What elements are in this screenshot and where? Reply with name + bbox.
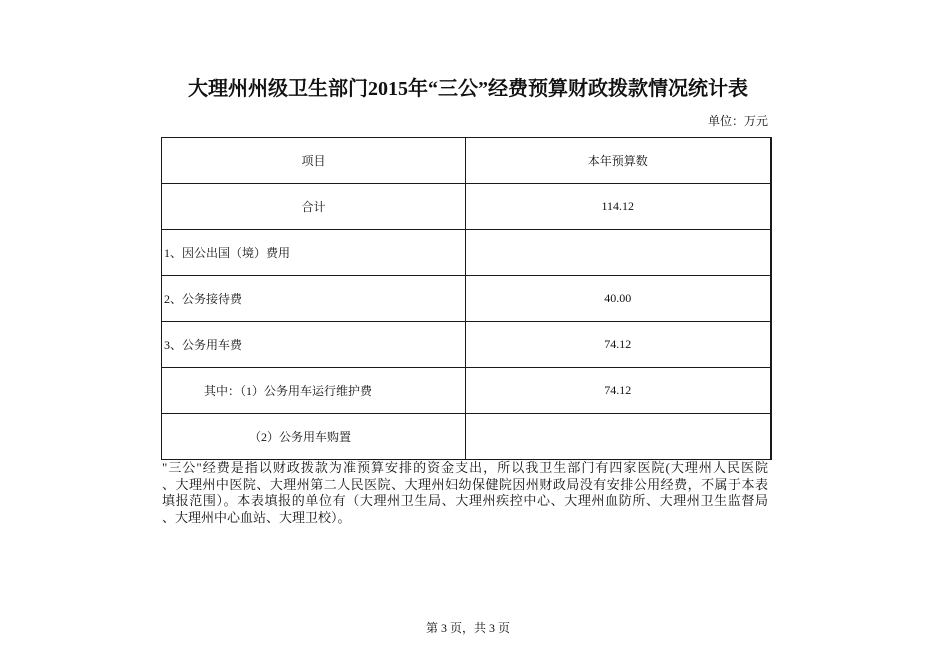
table-row-overseas [162,230,771,276]
row-item-vehicle-purchase: （2）公务用车购置 [162,414,466,460]
footnote-line: 、大理州中医院、大理州第二人民医院、大理州妇幼保健院因州财政局没有安排公用经费，不属于本表 [162,476,768,492]
header-item: 项目 [162,138,466,184]
row-item-vehicle: 3、公务用车费 [162,322,466,368]
table-row-reception [162,276,771,322]
footnote-line: "三公"经费是指以财政拨款为准预算安排的资金支出，所以我卫生部门有四家医院(大理州人民医院 [162,460,768,475]
row-item-reception: 2、公务接待费 [162,276,466,322]
row-item-overseas: 1、因公出国（境）费用 [162,230,466,276]
footnote [162,460,768,526]
row-item-vehicle-maintenance: 其中：（1）公务用车运行维护费 [162,368,466,414]
budget-table [161,137,772,460]
table-header-row [162,138,771,184]
row-value-vehicle-purchase [466,414,771,460]
footnote-line: 填报范围）。本表填报的单位有（大理州卫生局、大理州疾控中心、大理州血防所、大理州卫生监督局 [162,493,768,508]
row-value-overseas [466,230,771,276]
page-title: 大理州州级卫生部门2015年“三公”经费预算财政拨款情况统计表 [188,78,748,100]
row-value-reception: 40.00 [466,276,771,322]
table-row-vehicle-purchase [162,414,771,460]
footnote-line: 、大理州中心血站、大理卫校）。 [162,509,351,525]
table-row-vehicle [162,322,771,368]
unit-label: 单位：万元 [707,114,768,128]
table-row-total [162,184,771,230]
page-number: 第 3 页，共 3 页 [425,621,510,635]
row-value-vehicle: 74.12 [466,322,771,368]
row-value-total: 114.12 [466,184,771,230]
row-value-vehicle-maintenance: 74.12 [466,368,771,414]
row-item-total: 合计 [162,184,466,230]
header-budget: 本年预算数 [466,138,771,184]
table-row-vehicle-maintenance [162,368,771,414]
